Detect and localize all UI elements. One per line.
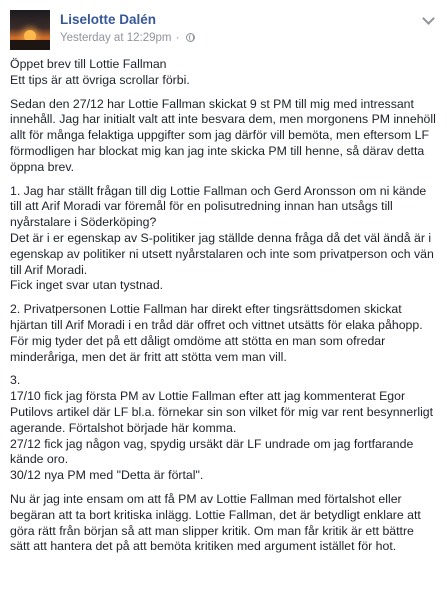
post-paragraph: [10, 302, 436, 365]
post-timestamp[interactable]: Yesterday at 12:29pm: [60, 32, 172, 44]
post-text-line: Nu är jag inte ensam om att få PM av Lottie Fallman med förtalshot eller begäran att ta bort kritiska inlägg. Lottie Fallman, det är betydligt enklare att göra rätt från början så att man slipper kritik. Om man får kritik är ett bättre sätt att hantera det på att bemöta kritiken med argument istället för hot.: [10, 491, 421, 554]
post-text-line: Öppet brev till Lottie Fallman: [10, 57, 167, 71]
globe-icon[interactable]: [186, 33, 195, 42]
post-text-line: 1. Jag har ställt frågan till dig Lottie Fallman och Gerd Aronsson om ni kände till att Arif Moradi var föremål för en polisutredning innan han utsågs till nyårstalare i Söderköping?: [10, 183, 427, 230]
post-meta: [60, 32, 195, 44]
post-paragraph: [10, 373, 436, 484]
avatar[interactable]: [10, 10, 50, 50]
post-text-line: 17/10 fick jag första PM av Lottie Fallman efter att jag kommenterat Egor Putilovs artikel där LF bl.a. förnekar sin son vilket för mig var rent besynnerligt agerande. Förtalshot började här komma.: [10, 389, 434, 435]
post-paragraph: [10, 97, 436, 176]
avatar-ground: [10, 40, 50, 50]
post-paragraph: [10, 57, 436, 89]
post-text-line: 3.: [10, 373, 21, 388]
post-text-line: Det är i er egenskap av S-politiker jag ställde denna fråga då det väl ändå är i egenskap av politiker ni utsett nyårstalaren och inte som privatperson och vän till Arif Moradi.: [10, 230, 434, 277]
post-body: [10, 57, 436, 563]
post-text-line: Fick inget svar utan tystnad.: [10, 278, 164, 293]
post-paragraph: [10, 492, 436, 555]
post-text-line: Sedan den 27/12 har Lottie Fallman skickat 9 st PM till mig med intressant innehåll. Jag har initialt valt att inte besvara dem, men morgonens PM innehöll allt för många felaktiga uppgifter som jag därför vill bemöta, men eftersom LF förmodligen har blockat mig kan jag inte skicka PM till henne, så därav detta öppna brev.: [10, 96, 436, 174]
meta-separator: ·: [175, 32, 180, 44]
author-name[interactable]: Liselotte Dalén: [60, 12, 157, 27]
chevron-down-icon[interactable]: [422, 12, 435, 25]
post-text-line: Ett tips är att övriga scrollar förbi.: [10, 72, 190, 87]
post-paragraph: [10, 184, 436, 295]
post-text-line: 27/12 fick jag någon vag, spydig ursäkt där LF undrade om jag fortfarande kände oro.: [10, 436, 414, 467]
post-text-line: 2. Privatpersonen Lottie Fallman har direkt efter tingsrättsdomen skickat hjärtan till Arif Moradi i en tråd där offret och vittnet utsätts för elaka påhopp. För mig tyder det på ett dåligt omdöme att stötta en man som ofredar minderåriga, men det är fritt att stötta vem man vill.: [10, 302, 423, 364]
post-text-line: 30/12 nya PM med "Detta är förtal".: [10, 468, 204, 483]
